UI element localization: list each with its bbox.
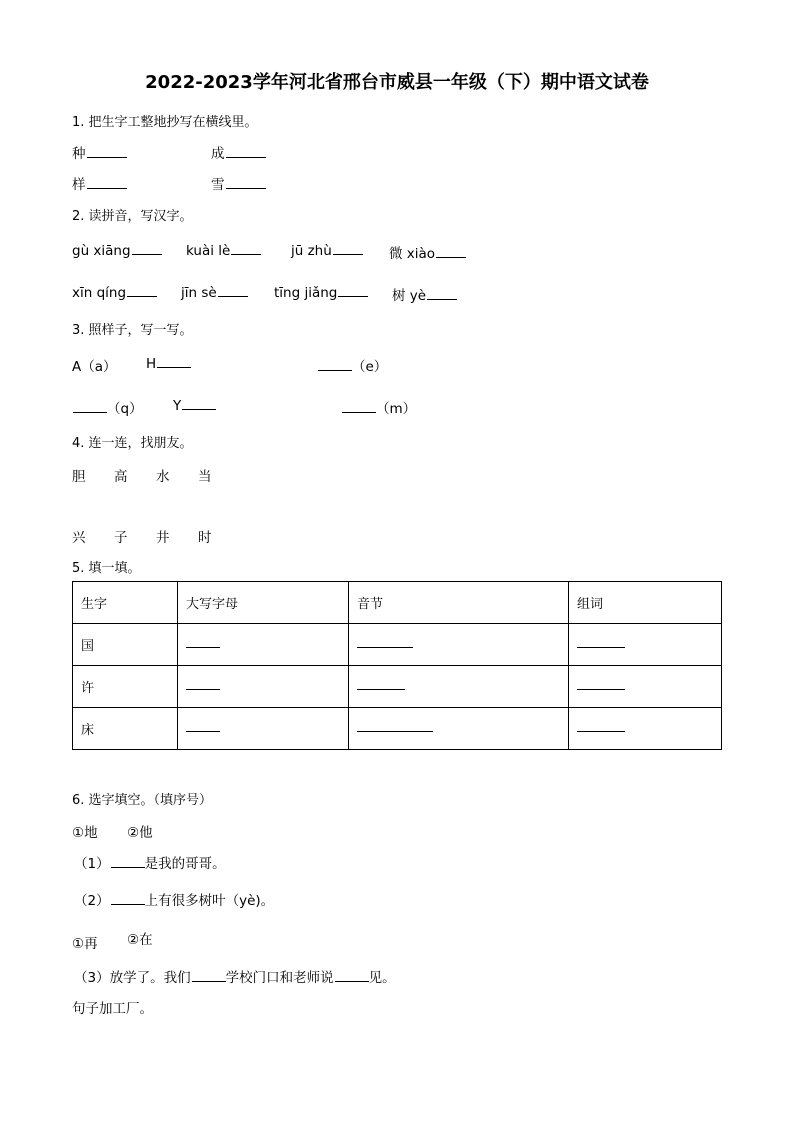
q6-heading: 6. 选字填空。（填序号） — [72, 793, 213, 808]
q1-char: 样 — [72, 177, 86, 193]
q1-char: 成 — [211, 146, 225, 162]
letter-pair — [317, 355, 387, 375]
sentence-text: 见。 — [368, 970, 396, 986]
table-cell[interactable] — [569, 666, 722, 708]
q7-heading: 句子加工厂。 — [72, 1001, 153, 1017]
match-char-top[interactable]: 水 — [156, 469, 170, 485]
option-item: ①再 — [72, 936, 98, 952]
match-char-top[interactable]: 高 — [114, 469, 128, 485]
answer-blank[interactable] — [111, 892, 145, 905]
table-cell[interactable] — [569, 708, 722, 750]
answer-blank[interactable] — [182, 397, 216, 410]
letter-pair — [341, 397, 416, 417]
pinyin-text: 微 xiào — [389, 246, 436, 262]
table-cell-char: 床 — [73, 708, 178, 750]
letter-pair — [72, 397, 143, 417]
answer-blank[interactable] — [231, 242, 261, 255]
uppercase-letter: A — [72, 359, 82, 375]
pinyin-text: tīng jiǎng — [274, 285, 338, 301]
pinyin-item — [186, 242, 261, 259]
answer-blank[interactable] — [87, 176, 127, 189]
page-title: 2022-2023学年河北省邢台市威县一年级（下）期中语文试卷 — [145, 72, 649, 93]
answer-blank[interactable] — [111, 855, 145, 868]
uppercase-letter: H — [146, 356, 157, 372]
answer-blank[interactable] — [357, 679, 405, 690]
lowercase-letter: （q） — [107, 401, 143, 417]
sentence-number: （2） — [74, 893, 110, 909]
letter-pair — [173, 397, 216, 414]
pinyin-text: gù xiāng — [72, 243, 131, 259]
example-pair — [72, 355, 117, 375]
answer-blank[interactable] — [436, 245, 466, 258]
answer-blank[interactable] — [127, 284, 157, 297]
q1-item — [72, 142, 127, 162]
table-cell[interactable] — [178, 666, 349, 708]
pinyin-item — [181, 284, 248, 301]
option-item: ②他 — [127, 825, 153, 841]
answer-blank[interactable] — [338, 284, 368, 297]
answer-blank[interactable] — [333, 242, 363, 255]
answer-blank[interactable] — [218, 284, 248, 297]
lowercase-letter: （m） — [376, 401, 417, 417]
match-char-bottom[interactable]: 时 — [198, 530, 212, 546]
pinyin-item — [389, 242, 466, 262]
match-char-top[interactable]: 当 — [198, 469, 212, 485]
match-char-bottom[interactable]: 子 — [114, 530, 128, 546]
fill-table — [72, 581, 722, 750]
pinyin-text: jīn sè — [181, 285, 217, 301]
lowercase-letter: （e） — [352, 359, 388, 375]
option-item: ①地 — [72, 825, 98, 841]
answer-blank[interactable] — [132, 242, 162, 255]
table-row — [73, 624, 722, 666]
table-row — [73, 708, 722, 750]
table-header-row — [73, 582, 722, 624]
sentence-text: （3）放学了。我们 — [74, 970, 191, 986]
answer-blank[interactable] — [226, 176, 266, 189]
sentence-3 — [74, 966, 396, 986]
pinyin-text: kuài lè — [186, 243, 231, 259]
q1-char: 雪 — [211, 177, 225, 193]
option-item: ②在 — [127, 932, 153, 948]
answer-blank[interactable] — [186, 679, 220, 690]
column-header: 生字 — [73, 582, 178, 624]
table-cell[interactable] — [178, 708, 349, 750]
table-cell-char: 国 — [73, 624, 178, 666]
table-cell[interactable] — [569, 624, 722, 666]
q1-char: 种 — [72, 146, 86, 162]
lowercase-letter: （a） — [81, 359, 117, 375]
table-cell-char: 许 — [73, 666, 178, 708]
answer-blank[interactable] — [192, 969, 226, 982]
q3-heading: 3. 照样子，写一写。 — [72, 323, 193, 338]
q1-item — [211, 142, 266, 162]
pinyin-item — [291, 242, 363, 259]
pinyin-text: 树 yè — [392, 288, 427, 304]
match-char-bottom[interactable]: 井 — [156, 530, 170, 546]
answer-blank[interactable] — [427, 287, 457, 300]
sentence-2 — [74, 889, 274, 909]
q1-heading: 1. 把生字工整地抄写在横线里。 — [72, 115, 258, 130]
table-row — [73, 666, 722, 708]
answer-blank[interactable] — [577, 679, 625, 690]
sentence-text: 上有很多树叶（yè)。 — [144, 893, 275, 909]
answer-blank[interactable] — [318, 358, 352, 371]
pinyin-text: xīn qíng — [72, 285, 127, 301]
answer-blank[interactable] — [186, 637, 220, 648]
q5-heading: 5. 填一填。 — [72, 561, 141, 576]
answer-blank[interactable] — [577, 721, 625, 732]
q1-item — [72, 173, 127, 193]
answer-blank[interactable] — [335, 969, 369, 982]
answer-blank[interactable] — [157, 355, 191, 368]
answer-blank[interactable] — [73, 400, 107, 413]
column-header: 大写字母 — [178, 582, 349, 624]
pinyin-item — [72, 242, 162, 259]
match-char-top[interactable]: 胆 — [72, 469, 86, 485]
column-header: 音节 — [349, 582, 569, 624]
column-header: 组词 — [569, 582, 722, 624]
answer-blank[interactable] — [87, 145, 127, 158]
answer-blank[interactable] — [186, 721, 220, 732]
match-char-bottom[interactable]: 兴 — [72, 530, 86, 546]
table-cell[interactable] — [178, 624, 349, 666]
sentence-1 — [74, 852, 226, 872]
answer-blank[interactable] — [357, 721, 433, 732]
pinyin-item — [274, 284, 368, 301]
q2-heading: 2. 读拼音，写汉字。 — [72, 209, 193, 224]
sentence-number: （1） — [74, 856, 110, 872]
sentence-text: 学校门口和老师说 — [225, 970, 334, 986]
q1-item — [211, 173, 266, 193]
letter-pair — [146, 355, 191, 372]
answer-blank[interactable] — [357, 637, 413, 648]
answer-blank[interactable] — [342, 400, 376, 413]
pinyin-item — [72, 284, 157, 301]
uppercase-letter: Y — [173, 398, 182, 414]
table-cell[interactable] — [349, 666, 569, 708]
q4-heading: 4. 连一连，找朋友。 — [72, 436, 193, 451]
answer-blank[interactable] — [577, 637, 625, 648]
sentence-text: 是我的哥哥。 — [144, 856, 226, 872]
pinyin-item — [392, 284, 457, 304]
table-cell[interactable] — [349, 708, 569, 750]
table-cell[interactable] — [349, 624, 569, 666]
answer-blank[interactable] — [226, 145, 266, 158]
pinyin-text: jū zhù — [291, 243, 332, 259]
